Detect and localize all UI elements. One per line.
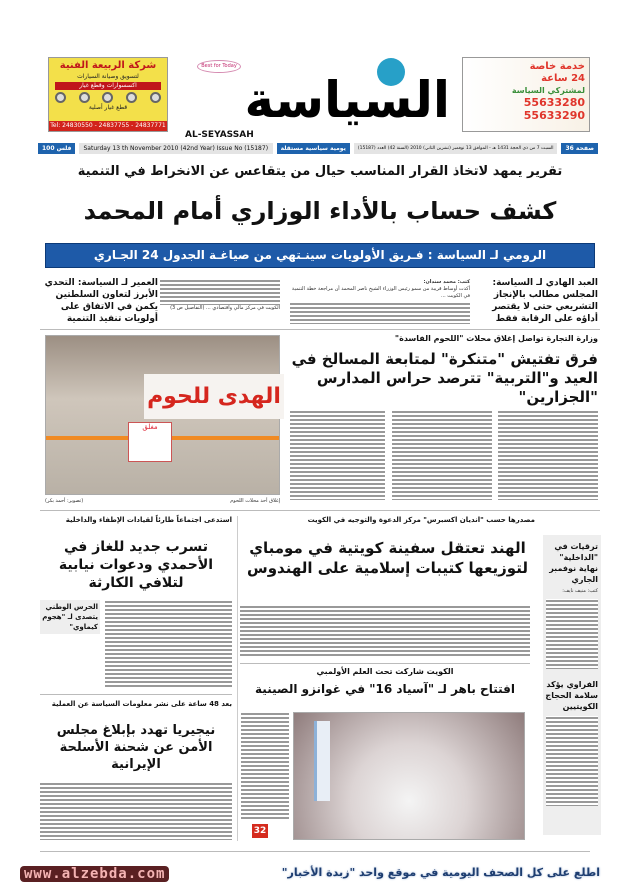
lead-kicker: تقرير يمهد لاتخاذ القرار المناسب حيال من يتقاعس عن الانخراط في التنمية xyxy=(77,164,563,179)
divider xyxy=(40,694,232,695)
masthead-arabic: السياسة xyxy=(244,71,450,129)
flag-icon xyxy=(314,721,330,801)
info-bar xyxy=(38,143,598,154)
story4-kicker: الكويت شاركت تحت العلم الأولمبي xyxy=(316,667,454,676)
byline: كتب: منيف نايف: xyxy=(562,588,598,594)
byline: كتب: محمد سندان: xyxy=(423,279,470,285)
ad-company: شركة الربيعة الفنية xyxy=(59,60,157,71)
ad-alrabiah[interactable] xyxy=(48,57,168,132)
story3-body xyxy=(105,600,232,688)
story1-body xyxy=(392,410,492,500)
website-link[interactable]: www.alzebda.com xyxy=(20,866,169,882)
story2-kicker: مصدرها حسب "انديان اكسبرس" مركز الدعوة والتوجيه في الكويت xyxy=(307,516,535,524)
ad-line: قطع غيار أصلية xyxy=(88,104,128,111)
ad-phones: Tel: 24830550 - 24837755 - 24837771 xyxy=(50,122,166,129)
lead-headline[interactable]: كشف حساب بالأداء الوزاري أمام المحمد xyxy=(83,197,557,225)
divider xyxy=(40,851,590,852)
article-body: الكويت في مركز مالي واقتصادي ... (التفاصيل ص 3) xyxy=(170,305,280,311)
story4-body xyxy=(241,712,289,820)
ad-line: اكسسوارات وقطع غيار xyxy=(55,82,161,90)
tagline: يومية سياسية مستقلة xyxy=(277,143,350,154)
story1-body xyxy=(290,410,385,500)
photo-credit: (تصوير: أحمد بكر) xyxy=(45,498,84,504)
closed-notice: مغلق xyxy=(128,422,172,462)
ad-subscriber-service[interactable] xyxy=(462,57,590,132)
sidebar-headline[interactable]: ترقيات في "الداخلية" نهاية نوفمبر الجاري xyxy=(549,542,598,584)
ad-phone: 55633290 xyxy=(523,109,585,122)
story5-body xyxy=(40,782,232,840)
promo-text: اطلع على كل الصحف اليومية في موقع واحد "زبدة الأخبار" xyxy=(281,866,600,879)
ad-line: 24 ساعة xyxy=(541,73,585,84)
ad-phone: 55633280 xyxy=(523,96,585,109)
shop-sign: الهدى للحوم xyxy=(144,374,284,419)
sidebar xyxy=(543,535,601,835)
photo-asian-games xyxy=(293,712,525,840)
divider xyxy=(40,329,600,330)
masthead-english: AL-SEYASSAH xyxy=(185,130,254,140)
story3-kicker: استدعى اجتماعاً طارئاً لقيادات الإطفاء والداخلية xyxy=(65,516,232,524)
price: 100 فلس xyxy=(38,143,75,154)
page-number-badge[interactable]: 32 xyxy=(253,826,267,836)
story1-body xyxy=(498,410,598,500)
story2-body xyxy=(240,605,530,658)
story2-headline[interactable]: الهند تعتقل سفينة كويتية في مومباي لتوزيعها كتيبات إسلامية على الهندوس xyxy=(247,539,528,577)
masthead-logo xyxy=(185,60,450,145)
story5-kicker: بعد 48 ساعة على نشر معلومات السياسة عن العملية xyxy=(51,700,232,708)
sidebar-headline[interactable]: الفراوي يؤكد سلامة الحجاج الكويتيين xyxy=(545,680,598,711)
row-article xyxy=(160,279,280,312)
story4-headline[interactable]: افتتاح باهر لـ "آسياد 16" في غوانزو الصينية xyxy=(255,682,515,696)
ad-line: خدمة خاصة xyxy=(529,61,585,72)
lead-banner[interactable]: الرومي لـ السياسة : فـريق الأولويات سينـتهي من صياغـة الجدول 24 الجـاري xyxy=(45,243,595,268)
divider xyxy=(40,510,600,511)
story3-headline[interactable]: تسرب جديد للغاز في الأحمدي ودعوات نيابية لتلافي الكارثة xyxy=(58,539,214,591)
story1-headline[interactable]: فرق تفتيش "متنكرة" لمتابعة المسالخ في العيد و"التربية" تترصد حراس المدارس "الجزارين" xyxy=(291,350,598,406)
car-brand-logos xyxy=(49,92,167,103)
story1-kicker: وزارة التجارة تواصل إغلاق محلات "اللحوم الفاسدة" xyxy=(394,334,598,343)
row-headline[interactable]: العبد الهادي لـ السياسة: المجلس مطالب بالإنجاز التشريعي حتى لا يقتصر أداؤه على الرقابة فقط xyxy=(492,278,598,324)
divider xyxy=(240,663,530,664)
date-arabic: السبت 7 من ذي الحجة 1431 هـ - الموافق 13 نوفمبر (تشرين الثاني) 2010 (السنة 42) العدد (15187) xyxy=(354,143,558,154)
column-rule xyxy=(237,516,238,841)
row-article xyxy=(290,279,470,324)
date-english: Saturday 13 th November 2010 (42nd Year) Issue No (15187) xyxy=(79,143,272,154)
article-body: أكدت أوساط قريبة من سمو رئيس الوزراء الشيخ ناصر المحمد أن مراجعة خطة التنمية في الكويت ... xyxy=(291,286,470,299)
photo-caption: إغلاق أحد محلات اللحوم xyxy=(230,498,280,504)
story3-subhead[interactable]: الحرس الوطني يتصدى لـ "هجوم كيماوي" xyxy=(40,600,100,634)
story5-headline[interactable]: نيجيريا تهدد بإبلاغ مجلس الأمن عن شحنة الأسلحة الإيرانية xyxy=(56,723,216,772)
row-headline[interactable]: العمير لـ السياسة: التحدي الأبرز لتعاون السلطتين يكمن في الاتفاق على أولويات تنفيذ التنمية xyxy=(44,278,158,324)
ad-line: لمشتركي السياسة xyxy=(511,86,585,95)
ad-line: لتسويق وصيانة السيارات xyxy=(77,73,139,80)
photo-meat-shop xyxy=(45,335,280,495)
page-count: 36 صفحة xyxy=(561,143,598,154)
best-badge: Best for Today xyxy=(197,60,241,73)
